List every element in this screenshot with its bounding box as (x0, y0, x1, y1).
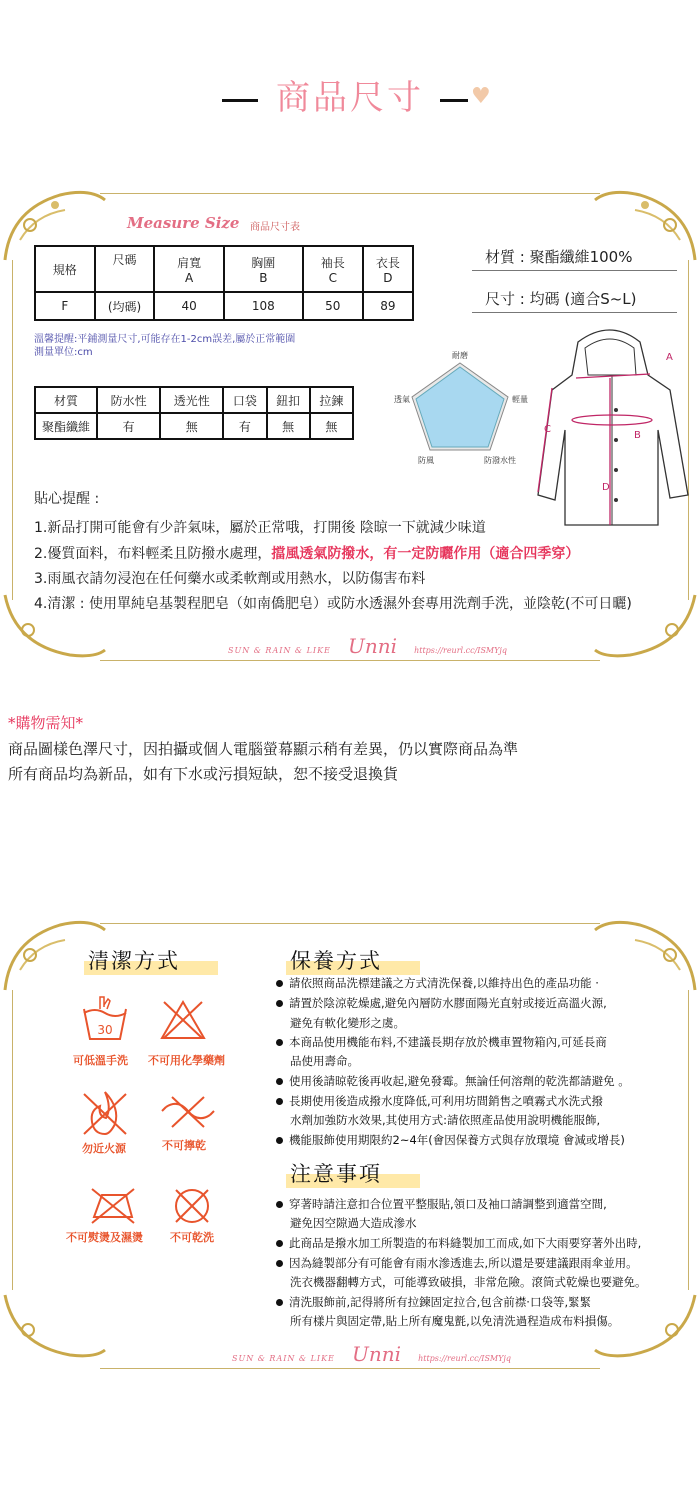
notice-item-cont: 所有樣片與固定帶,貼上所有魔鬼氈,以免清洗過程造成布料損傷。 (290, 1314, 620, 1328)
notice-title: 注意事項 (286, 1158, 420, 1188)
size-header-size: 尺碼 (95, 246, 155, 292)
hand-wash-icon (80, 995, 130, 1045)
maintenance-item-cont: 避免有軟化變形之虞。 (290, 1016, 405, 1030)
size-cell-sleeve: 50 (303, 292, 363, 320)
no-fire-label: 勿近火源 (82, 1142, 126, 1155)
maintenance-item: 機能服飾使用期限約2~4年(會因保養方式與存放環境 會減或增長) (276, 1132, 625, 1148)
frame-left-line (12, 990, 13, 1290)
material-underline (472, 270, 677, 271)
diagram-label-a: A (666, 352, 673, 363)
size-header-chest: 胸圍 B (224, 246, 303, 292)
radar-label-left: 透氣 (394, 395, 410, 404)
diagram-label-b: B (634, 430, 641, 441)
maintenance-item-cont: 品使用壽命。 (290, 1054, 359, 1068)
measure-size-subtitle: 商品尺寸表 (250, 222, 300, 233)
size-header-length: 衣長 D (363, 246, 413, 292)
feature-header: 材質 (35, 387, 97, 413)
cleaning-method-title: 清潔方式 (84, 945, 218, 975)
frame-left-line (12, 260, 13, 600)
size-header-shoulder: 肩寬 A (154, 246, 223, 292)
size-header-sleeve: 袖長 C (303, 246, 363, 292)
feature-value: 有 (223, 413, 266, 439)
signature-tagline: SUN & RAIN & LIKE (232, 1354, 335, 1363)
feature-header: 鈕扣 (267, 387, 310, 413)
maintenance-item-cont: 水劑加強防水效果,其使用方式:請依照產品使用說明機能服飾, (290, 1113, 601, 1127)
heart-icon: ♥ (471, 84, 491, 109)
notice-item: 此商品是撥水加工所製造的布料縫製加工而成,如下大雨要穿著外出時, (276, 1235, 641, 1251)
notice-item: 穿著時請注意扣合位置平整服貼,領口及袖口請調整到適當空間, (276, 1196, 607, 1212)
feature-value: 無 (160, 413, 223, 439)
feature-value: 聚酯纖維 (35, 413, 97, 439)
frame-top-line (100, 193, 600, 194)
brand-logo: Unni (351, 1342, 401, 1366)
page-title: 商品尺寸 (276, 78, 424, 118)
feature-header: 口袋 (223, 387, 266, 413)
feature-header: 拉鍊 (310, 387, 353, 413)
notice-item: 因為縫製部分有可能會有雨水滲透進去,所以還是要建議跟雨傘並用。 (276, 1255, 638, 1271)
size-label: 尺寸 : 均碼 (適合S~L) (485, 290, 637, 308)
size-table (34, 245, 414, 321)
feature-header: 防水性 (97, 387, 160, 413)
no-chemical-label: 不可用化學藥劑 (148, 1054, 225, 1067)
shopping-notice-line: 商品圖樣色澤尺寸，因拍攝或個人電腦螢幕顯示稍有差異，仍以實際商品為準 (8, 740, 519, 758)
svg-text:30: 30 (97, 1023, 113, 1037)
header-right-rule (440, 99, 468, 102)
diagram-label-c: C (544, 424, 551, 435)
no-fire-icon (80, 1088, 130, 1138)
frame-right-line (688, 990, 689, 1290)
measure-unit: 測量單位:cm (34, 347, 93, 358)
no-wring-label: 不可擰乾 (162, 1139, 206, 1152)
radar-label-bottom-left: 防風 (418, 456, 434, 465)
feature-value: 無 (267, 413, 310, 439)
no-iron-label: 不可熨燙及濕燙 (66, 1231, 143, 1244)
size-cell-length: 89 (363, 292, 413, 320)
no-dry-clean-label: 不可乾洗 (170, 1231, 214, 1244)
shop-url[interactable]: https://reurl.cc/ISMYjq (418, 1354, 511, 1363)
measure-size-title: Measure Size (127, 214, 240, 232)
radar-label-bottom-right: 防潑水性 (484, 456, 516, 465)
maintenance-item: 本商品使用機能布料,不建議長期存放於機車置物箱內,可延長商 (276, 1034, 607, 1050)
measure-note: 溫馨提醒:平鋪測量尺寸,可能存在1-2cm誤差,屬於正常範圍 (34, 334, 296, 345)
no-dry-clean-icon (170, 1184, 214, 1228)
size-cell-spec: F (35, 292, 95, 320)
size-header-spec: 規格 (35, 246, 95, 292)
tip-1: 1.新品打開可能會有少許氣味，屬於正常哦，打開後 陰晾一下就減少味道 (34, 520, 486, 536)
jacket-diagram (530, 320, 695, 532)
feature-radar-diagram (380, 345, 540, 470)
maintenance-item: 長期使用後造成撥水度降低,可利用坊間銷售之噴霧式水洗式撥 (276, 1093, 603, 1109)
ornament-bottom-left-icon (0, 1290, 110, 1370)
size-underline (472, 312, 677, 313)
brand-logo: Unni (347, 634, 397, 658)
frame-top-line (100, 923, 600, 924)
no-chemical-icon (158, 998, 208, 1042)
size-cell-shoulder: 40 (154, 292, 223, 320)
radar-label-top: 耐磨 (452, 351, 468, 360)
shopping-notice-title: *購物需知* (8, 714, 84, 732)
feature-header: 透光性 (160, 387, 223, 413)
maintenance-title: 保養方式 (286, 945, 420, 975)
size-cell-size: (均碼) (95, 292, 155, 320)
tip-3: 3.雨風衣請勿浸泡在任何藥水或柔軟劑或用熱水，以防傷害布料 (34, 571, 426, 587)
maintenance-item: 請依照商品洗標建議之方式清洗保養,以維持出色的產品功能 · (276, 975, 599, 991)
size-cell-chest: 108 (224, 292, 303, 320)
diagram-label-d: D (602, 482, 610, 493)
feature-value: 有 (97, 413, 160, 439)
feature-table (34, 386, 354, 440)
frame-bottom-line (100, 660, 600, 661)
tip-4: 4.清潔 : 使用單純皂基製程肥皂（如南僑肥皂）或防水透濕外套專用洗劑手洗，並陰乾(不可日曬) (34, 596, 632, 612)
radar-label-right: 輕量 (512, 395, 528, 404)
no-wring-icon (158, 1095, 218, 1129)
maintenance-item: 使用後請晾乾後再收起,避免發霉。無論任何溶劑的乾洗都請避免 。 (276, 1073, 630, 1089)
shop-url[interactable]: https://reurl.cc/ISMYjq (414, 646, 507, 655)
signature-2 (232, 1342, 511, 1366)
hand-wash-label: 可低溫手洗 (73, 1054, 128, 1067)
feature-value: 無 (310, 413, 353, 439)
notice-item-cont: 洗衣機器翻轉方式，可能導致破損，非常危險。滾筒式乾燥也要避免。 (290, 1275, 647, 1289)
maintenance-item: 請置於陰涼乾燥處,避免內層防水膠面陽光直射或接近高溫火源, (276, 995, 607, 1011)
signature-tagline: SUN & RAIN & LIKE (228, 646, 331, 655)
tip-2: 2.優質面料，布料輕柔且防撥水處理，擋風透氣防撥水，有一定防曬作用（適合四季穿） (34, 546, 580, 562)
ornament-bottom-right-icon (590, 1290, 700, 1370)
tips-title: 貼心提醒 : (34, 491, 100, 507)
signature-1 (228, 634, 507, 658)
notice-item: 清洗服飾前,記得將所有拉鍊固定拉合,包含前襟·口袋等,緊緊 (276, 1294, 591, 1310)
shopping-notice-line: 所有商品均為新品，如有下水或污損短缺，恕不接受退換貨 (8, 765, 399, 783)
ornament-top-right-icon (590, 910, 700, 1000)
no-iron-icon (88, 1185, 138, 1225)
notice-item-cont: 避免因空隙過大造成滲水 (290, 1216, 417, 1230)
material-label: 材質 : 聚酯纖維100% (485, 248, 633, 266)
frame-bottom-line (100, 1368, 600, 1369)
